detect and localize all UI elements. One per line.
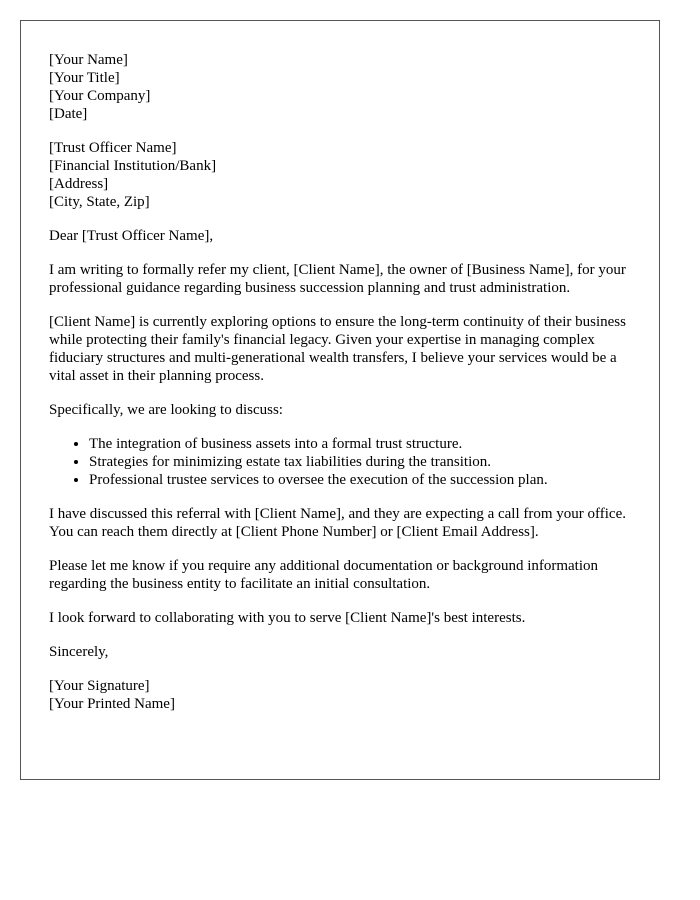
letter-page: [20, 20, 660, 780]
printed-name: [Your Printed Name]: [49, 696, 175, 712]
discussion-list: [49, 435, 631, 489]
letter-date: [Date]: [49, 106, 88, 122]
recipient-institution: [Financial Institution/Bank]: [49, 158, 217, 174]
body-paragraph: I look forward to collaborating with you to serve [Client Name]'s best interests.: [49, 610, 526, 626]
signoff: Sincerely,: [49, 644, 109, 660]
recipient-name: [Trust Officer Name]: [49, 140, 177, 156]
signature-line: [Your Signature]: [49, 678, 150, 694]
recipient-block: [49, 139, 631, 211]
list-item: • Strategies for minimizing estate tax liabilities during the transition.: [89, 453, 631, 471]
recipient-city-state-zip: [City, State, Zip]: [49, 194, 150, 210]
sender-company: [Your Company]: [49, 88, 151, 104]
body-paragraph: Please let me know if you require any additional documentation or background information regarding the business entity to facilitate an initial consultation.: [49, 558, 599, 592]
sender-block: [49, 51, 631, 123]
recipient-address: [Address]: [49, 176, 109, 192]
sender-title: [Your Title]: [49, 70, 120, 86]
body-paragraph: I am writing to formally refer my client, [Client Name], the owner of [Business Name], for your professional guidance regarding business succession planning and trust administration.: [49, 262, 626, 296]
sender-name: [Your Name]: [49, 52, 128, 68]
body-paragraph: Specifically, we are looking to discuss:: [49, 402, 283, 418]
list-item: • Professional trustee services to oversee the execution of the succession plan.: [89, 471, 631, 489]
list-item: • The integration of business assets into a formal trust structure.: [89, 435, 631, 453]
body-paragraph: [Client Name] is currently exploring options to ensure the long-term continuity of their business while protecting their family's financial legacy. Given your expertise in managing complex fiduciary structures and multi-generational wealth transfers, I believe your services would be a vital asset in their planning process.: [49, 314, 626, 384]
body-paragraph: I have discussed this referral with [Client Name], and they are expecting a call from your office. You can reach them directly at [Client Phone Number] or [Client Email Address].: [49, 506, 627, 540]
salutation: Dear [Trust Officer Name],: [49, 228, 214, 244]
signature-block: [49, 677, 631, 713]
